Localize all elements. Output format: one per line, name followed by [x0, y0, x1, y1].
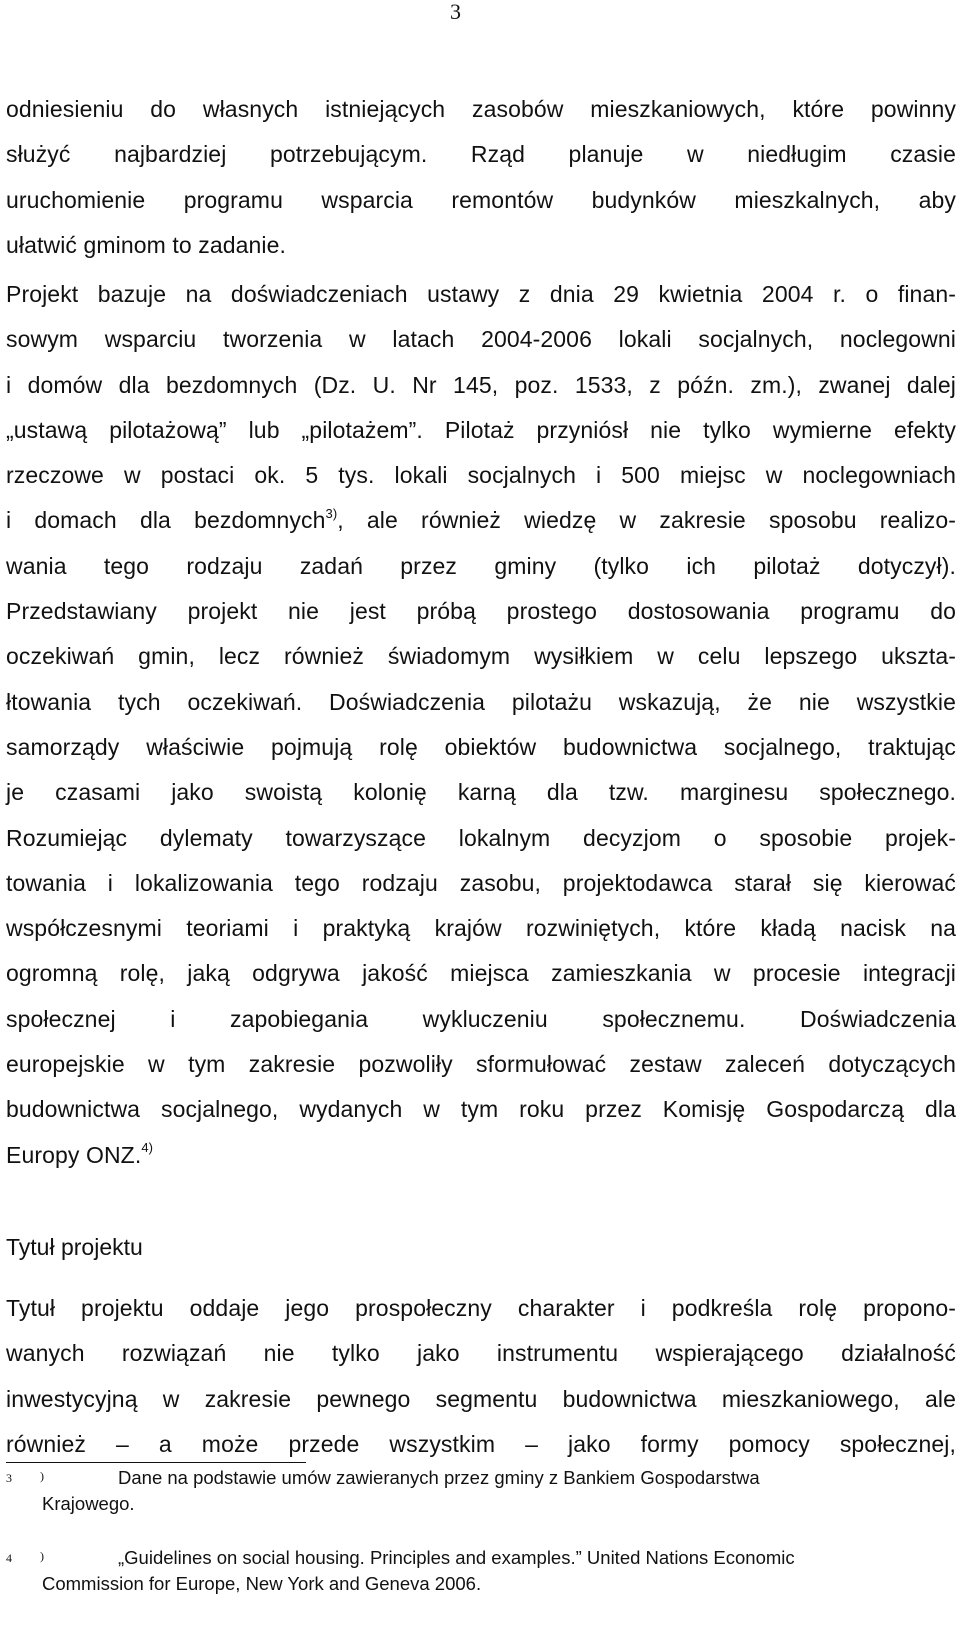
- footnote-number: 4: [6, 1551, 12, 1565]
- text-line: budownictwa socjalnego, wydanych w tym roku przez Komisję Gospodarczą dla: [6, 1096, 956, 1123]
- text-line: również – a może przede wszystkim – jako formy pomocy społecznej,: [6, 1430, 956, 1457]
- text-line: ogromną rolę, jaką odgrywa jakość miejsca zamieszkania w procesie integracji: [6, 960, 956, 987]
- footnote-paren: ): [40, 1549, 44, 1563]
- text-line-with-footnote-ref: [6, 1133, 956, 1178]
- text-line: odniesieniu do własnych istniejących zasobów mieszkaniowych, które powinny: [6, 96, 956, 122]
- text-line: uruchomienie programu wsparcia remontów budynków mieszkalnych, aby: [6, 186, 956, 213]
- footnote-ref-4: 4): [141, 1139, 154, 1155]
- footnote-ref-3: 3): [325, 505, 338, 521]
- text-line: europejskie w tym zakresie pozwoliły sformułować zestaw zaleceń dotyczących: [6, 1051, 956, 1078]
- text-line: inwestycyjną w zakresie pewnego segmentu budownictwa mieszkaniowego, ale: [6, 1385, 956, 1412]
- paragraph-3: [6, 1286, 956, 1467]
- text-line: rzeczowe w postaci ok. 5 tys. lokali socjalnych i 500 miejsc w noclegowniach: [6, 462, 956, 489]
- text-line: służyć najbardziej potrzebującym. Rząd planuje w niedługim czasie: [6, 141, 956, 168]
- text-line: je czasami jako swoistą kolonię karną dla tzw. marginesu społecznego.: [6, 779, 956, 806]
- footnote-text: Dane na podstawie umów zawieranych przez gminy z Bankiem Gospodarstwa: [118, 1467, 760, 1488]
- footnote-text: „Guidelines on social housing. Principles and examples.” United Nations Economic: [118, 1547, 795, 1568]
- section-heading: Tytuł projektu: [6, 1234, 143, 1260]
- text-line: Przedstawiany projekt nie jest próbą prostego dostosowania programu do: [6, 598, 956, 625]
- text-line: wanych rozwiązań nie tylko jako instrumentu wspierającego działalność: [6, 1340, 956, 1367]
- text-line: sowym wsparciu tworzenia w latach 2004-2006 lokali socjalnych, noclegowni: [6, 326, 956, 353]
- text-line: wania tego rodzaju zadań przez gminy (tylko ich pilotaż dotyczył).: [6, 552, 956, 579]
- text-line: Projekt bazuje na doświadczeniach ustawy z dnia 29 kwietnia 2004 r. o finan-: [6, 281, 956, 307]
- text-line: społecznej i zapobiegania wykluczeniu społecznemu. Doświadczenia: [6, 1005, 956, 1032]
- text-line-with-footnote-ref: [6, 498, 956, 543]
- text-line: towania i lokalizowania tego rodzaju zasobu, projektodawca starał się kierować: [6, 869, 956, 896]
- text-segment: Europy ONZ.: [6, 1141, 142, 1168]
- text-segment: i domach dla bezdomnych: [6, 507, 326, 534]
- text-line: Tytuł projektu oddaje jego prospołeczny charakter i podkreśla rolę propono-: [6, 1295, 956, 1321]
- text-line: samorządy właściwie pojmują rolę obiektów budownictwa socjalnego, traktując: [6, 733, 956, 760]
- text-line: łtowania tych oczekiwań. Doświadczenia pilotażu wskazują, że nie wszystkie: [6, 688, 956, 715]
- text-line: Rozumiejąc dylematy towarzyszące lokalnym decyzjom o sposobie projek-: [6, 824, 956, 851]
- text-segment: , ale również wiedzę w zakresie sposobu realizo-: [337, 507, 956, 534]
- footnote-number: 3: [6, 1471, 12, 1485]
- page-number: 3: [450, 0, 461, 24]
- text-line: ułatwić gminom to zadanie.: [6, 231, 287, 258]
- footnote-text: Krajowego.: [42, 1493, 135, 1514]
- footnote-paren: ): [40, 1469, 44, 1483]
- paragraph-2: [6, 272, 956, 1178]
- paragraph-1: [6, 87, 956, 268]
- footnote-text: Commission for Europe, New York and Geneva 2006.: [42, 1573, 482, 1594]
- text-line: współczesnymi teoriami i praktyką krajów rozwiniętych, które kładą nacisk na: [6, 915, 956, 942]
- text-line: oczekiwań gmin, lecz również świadomym wysiłkiem w celu lepszego ukszta-: [6, 643, 956, 670]
- text-line: i domów dla bezdomnych (Dz. U. Nr 145, poz. 1533, z późn. zm.), zwanej dalej: [6, 371, 956, 398]
- footnote-separator: [6, 1462, 306, 1463]
- text-line: „ustawą pilotażową” lub „pilotażem”. Pilotaż przyniósł nie tylko wymierne efekty: [6, 416, 956, 443]
